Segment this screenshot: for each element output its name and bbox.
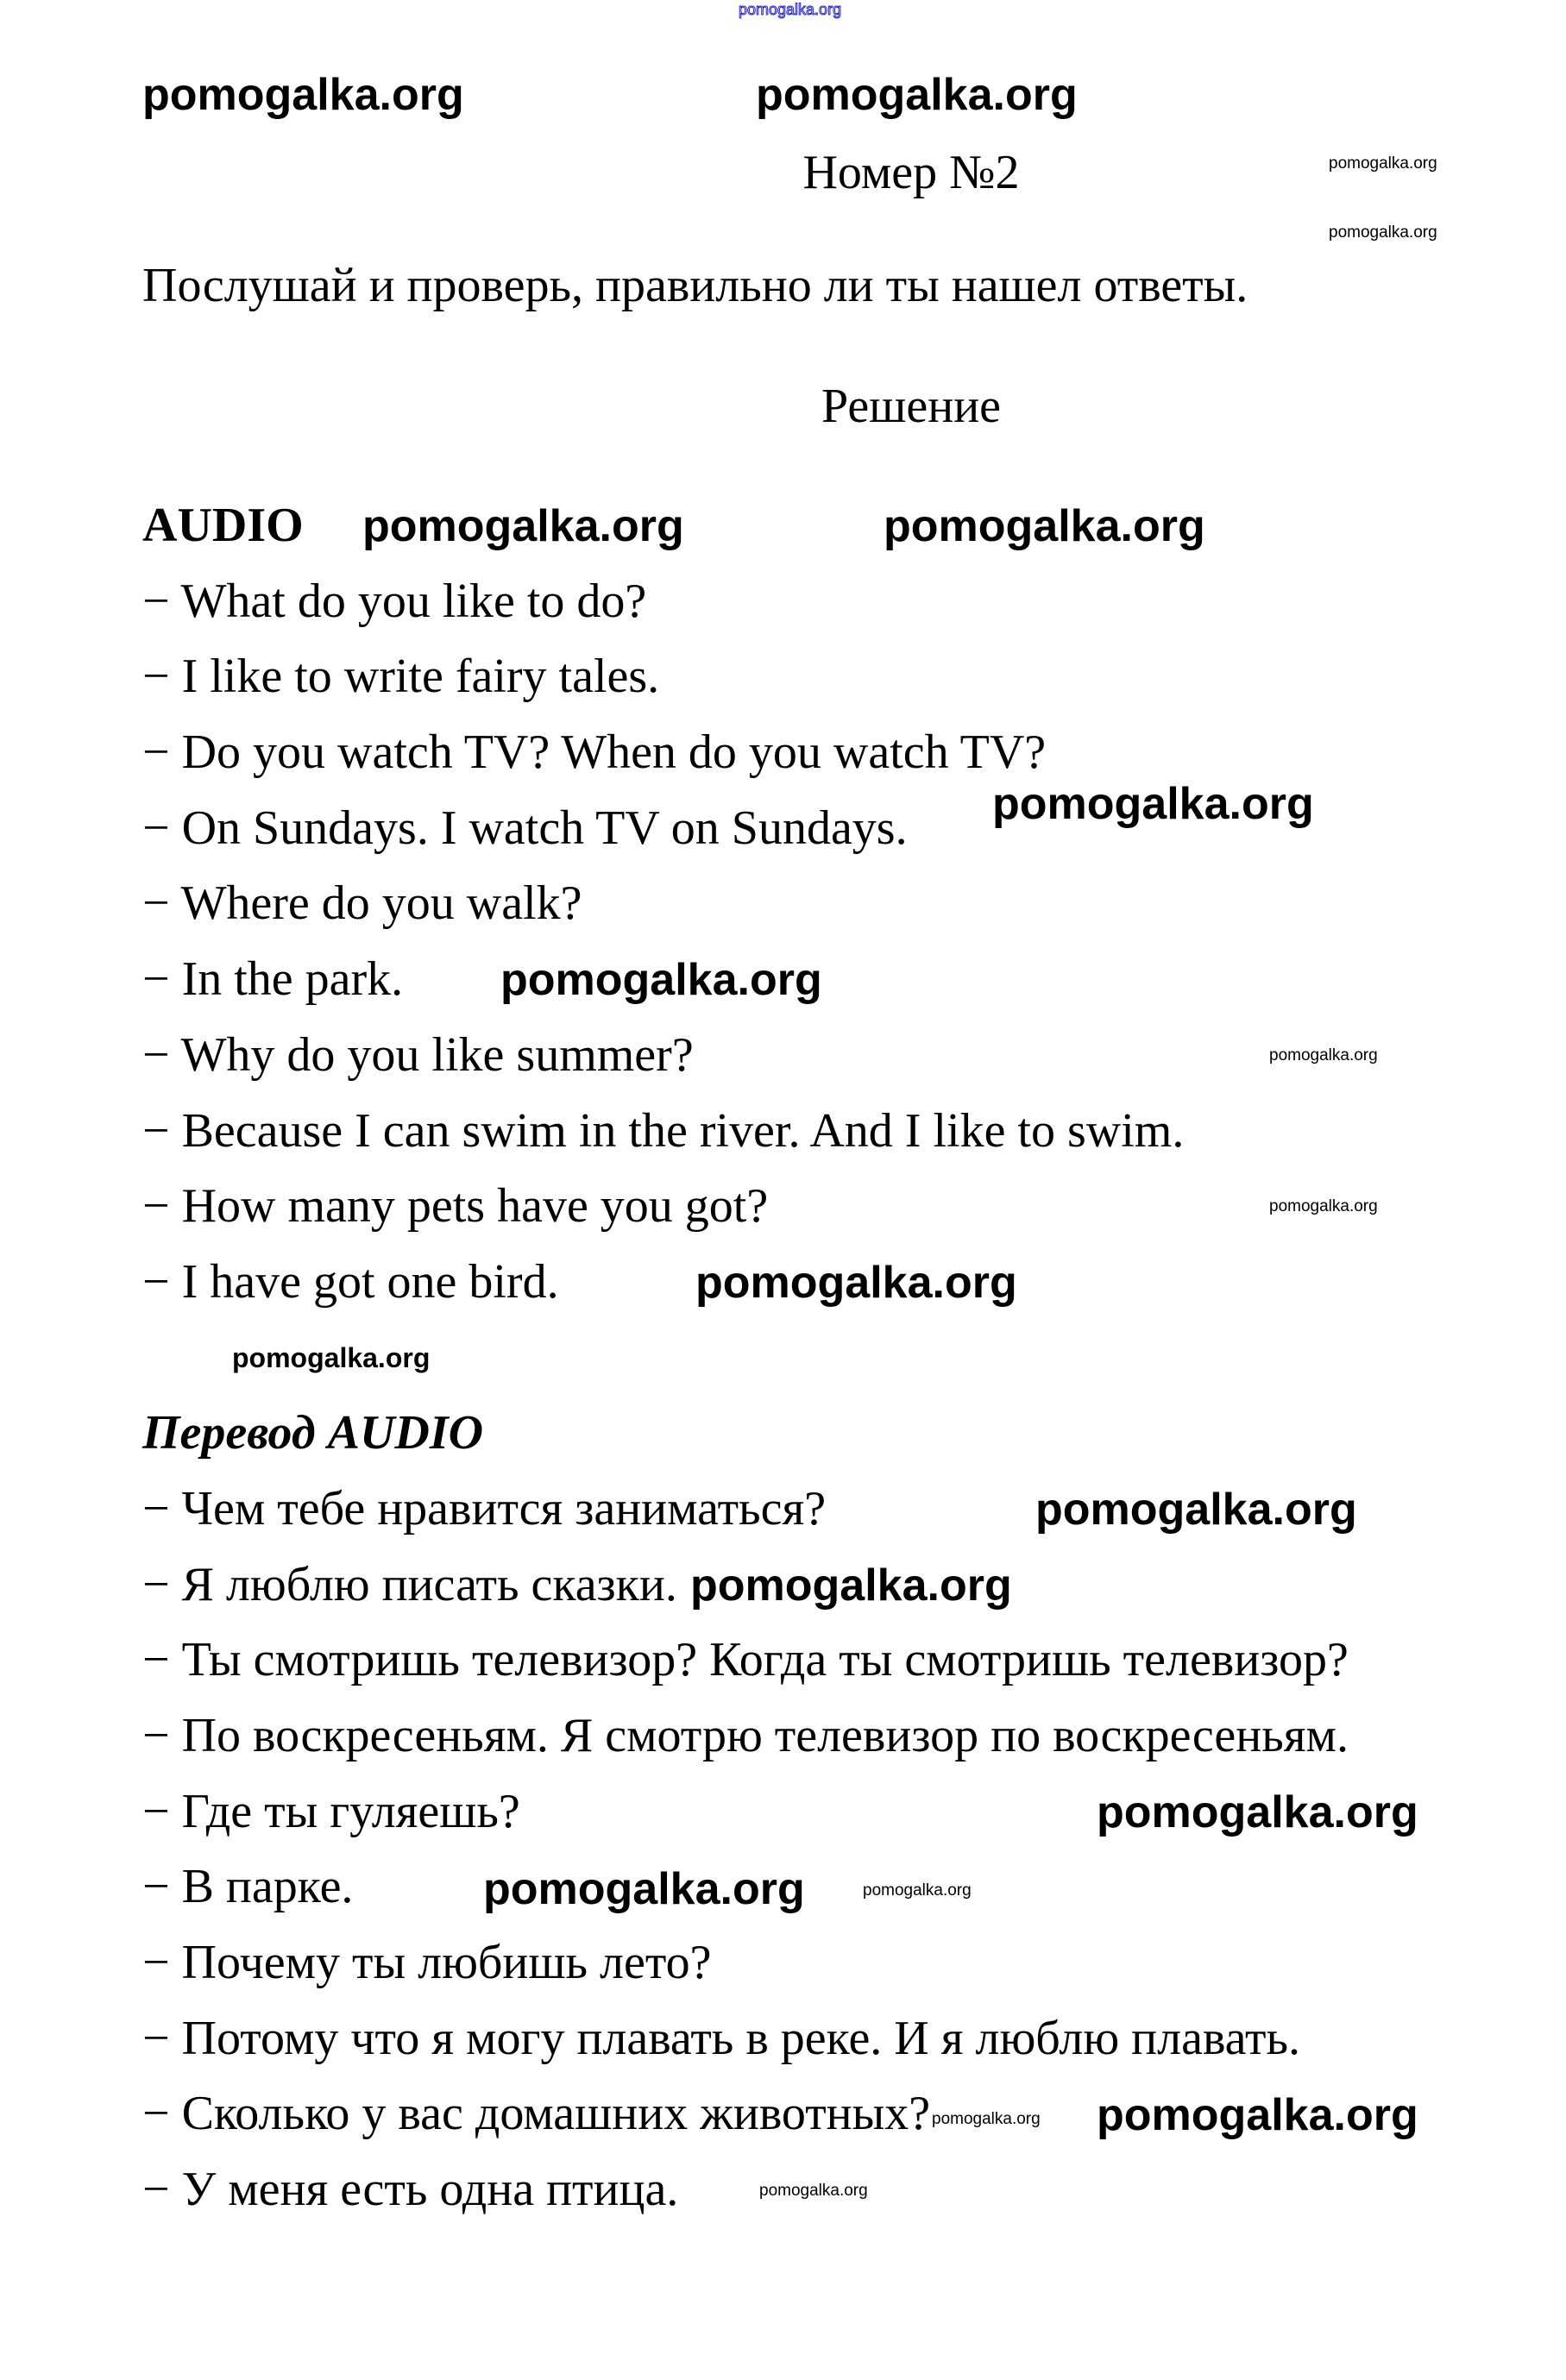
translation-line: − Почему ты любишь лето?	[142, 1936, 712, 1990]
watermark: pomogalka.org	[1097, 2090, 1418, 2140]
audio-line: − Because I can swim in the river. And I like to swim.	[142, 1103, 1185, 1158]
audio-line: − In the park.	[142, 952, 404, 1007]
task-text: Послушай и проверь, правильно ли ты нашел ответы.	[142, 259, 1248, 312]
audio-line: − On Sundays. I watch TV on Sundays.	[142, 801, 908, 855]
page-title: Номер №2	[802, 146, 1020, 199]
watermark: pomogalka.org	[1097, 1787, 1418, 1837]
watermark-small: pomogalka.org	[759, 2182, 868, 2200]
watermark: pomogalka.org	[500, 955, 822, 1005]
watermark-small: pomogalka.org	[863, 1881, 972, 1900]
audio-line: − How many pets have you got?	[142, 1179, 769, 1234]
watermark: pomogalka.org	[695, 1258, 1017, 1308]
translation-line: − У меня есть одна птица.	[142, 2163, 679, 2217]
watermark: pomogalka.org	[992, 779, 1314, 829]
translation-line: − Ты смотришь телевизор? Когда ты смотришь телевизор?	[142, 1633, 1349, 1687]
translation-line: − По воскресеньям. Я смотрю телевизор по воскресеньям.	[142, 1709, 1349, 1762]
audio-line: − Do you watch TV? When do you watch TV?	[142, 725, 1047, 780]
watermark-medium: pomogalka.org	[232, 1342, 431, 1373]
audio-line: − I like to write fairy tales.	[142, 650, 660, 704]
watermark: pomogalka.org	[690, 1561, 1012, 1611]
watermark-small: pomogalka.org	[1329, 223, 1437, 242]
watermark: pomogalka.org	[362, 501, 684, 551]
audio-line: − What do you like to do?	[142, 574, 647, 628]
audio-line: − Why do you like summer?	[142, 1027, 694, 1082]
watermark-small: pomogalka.org	[1269, 1046, 1378, 1064]
solution-heading: Решение	[821, 380, 1002, 433]
translation-line: − В парке.	[142, 1860, 354, 1914]
watermark: pomogalka.org	[884, 501, 1205, 551]
audio-heading: AUDIO	[142, 499, 304, 552]
audio-line: − Where do you walk?	[142, 876, 582, 931]
translation-line: − Чем тебе нравится заниматься?	[142, 1481, 827, 1535]
translation-line: − Я люблю писать сказки.	[142, 1557, 677, 1611]
audio-line: − I have got one bird.	[142, 1254, 559, 1309]
watermark-small: pomogalka.org	[1329, 154, 1437, 173]
watermark: pomogalka.org	[756, 70, 1078, 120]
watermark-small: pomogalka.org	[1269, 1197, 1378, 1215]
watermark: pomogalka.org	[142, 70, 464, 120]
watermark-small: pomogalka.org	[932, 2110, 1041, 2128]
watermark: pomogalka.org	[1035, 1485, 1357, 1535]
translation-heading: Перевод AUDIO	[142, 1406, 484, 1460]
watermark: pomogalka.org	[483, 1864, 805, 1914]
translation-line: − Сколько у вас домашних животных?	[142, 2087, 931, 2141]
translation-line: − Где ты гуляешь?	[142, 1784, 520, 1838]
translation-line: − Потому что я могу плавать в реке. И я люблю плавать.	[142, 2011, 1301, 2065]
watermark-top: pomogalka.org	[739, 1, 842, 18]
